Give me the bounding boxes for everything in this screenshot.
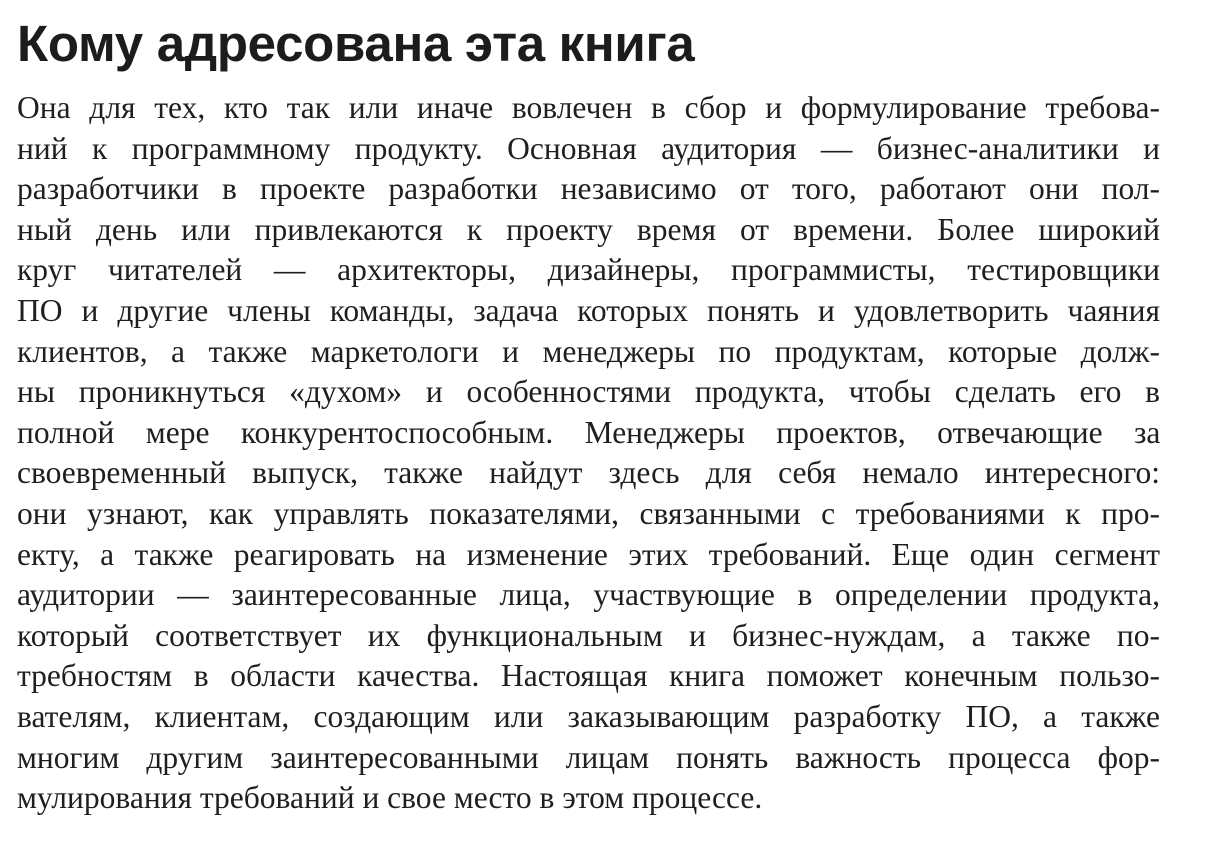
paragraph-line: аудитории — заинтересованные лица, участвующие в определении продукта, [17, 577, 1160, 613]
paragraph-line: своевременный выпуск, также найдут здесь для себя немало интересного: [17, 455, 1160, 491]
paragraph-line: разработчики в проекте разработки независимо от того, работают они пол- [17, 171, 1160, 207]
paragraph-line: вателям, клиентам, создающим или заказывающим разработку ПО, а также [17, 698, 1160, 734]
paragraph-line: ны проникнуться «духом» и особенностями продукта, чтобы сделать его в [17, 374, 1160, 410]
paragraph-line: мулирования требований и свое место в этом процессе. [17, 780, 763, 816]
paragraph-line: Она для тех, кто так или иначе вовлечен в сбор и формулирование требова- [17, 90, 1160, 125]
paragraph-line: они узнают, как управлять показателями, связанными с требованиями к про- [17, 495, 1160, 531]
section-heading: Кому адресована эта книга [17, 15, 695, 72]
paragraph-line: круг читателей — архитекторы, дизайнеры, программисты, тестировщики [17, 252, 1160, 288]
paragraph-line: клиентов, а также маркетологи и менеджеры по продуктам, которые долж- [17, 333, 1160, 369]
section-paragraph [17, 88, 1160, 819]
paragraph-line: требностям в области качества. Настоящая книга поможет конечным пользо- [17, 658, 1160, 694]
paragraph-line: который соответствует их функциональным и бизнес-нуждам, а также по- [17, 617, 1160, 653]
paragraph-line: полной мере конкурентоспособным. Менеджеры проектов, отвечающие за [17, 414, 1160, 450]
paragraph-line: ПО и другие члены команды, задача которых понять и удовлетворить чаяния [17, 292, 1160, 328]
paragraph-line: екту, а также реагировать на изменение этих требований. Еще один сегмент [17, 536, 1160, 572]
paragraph-line: ний к программному продукту. Основная аудитория — бизнес-аналитики и [17, 130, 1160, 166]
paragraph-line: многим другим заинтересованными лицам понять важность процесса фор- [17, 739, 1160, 775]
paragraph-line: ный день или привлекаются к проекту время от времени. Более широкий [17, 211, 1160, 247]
